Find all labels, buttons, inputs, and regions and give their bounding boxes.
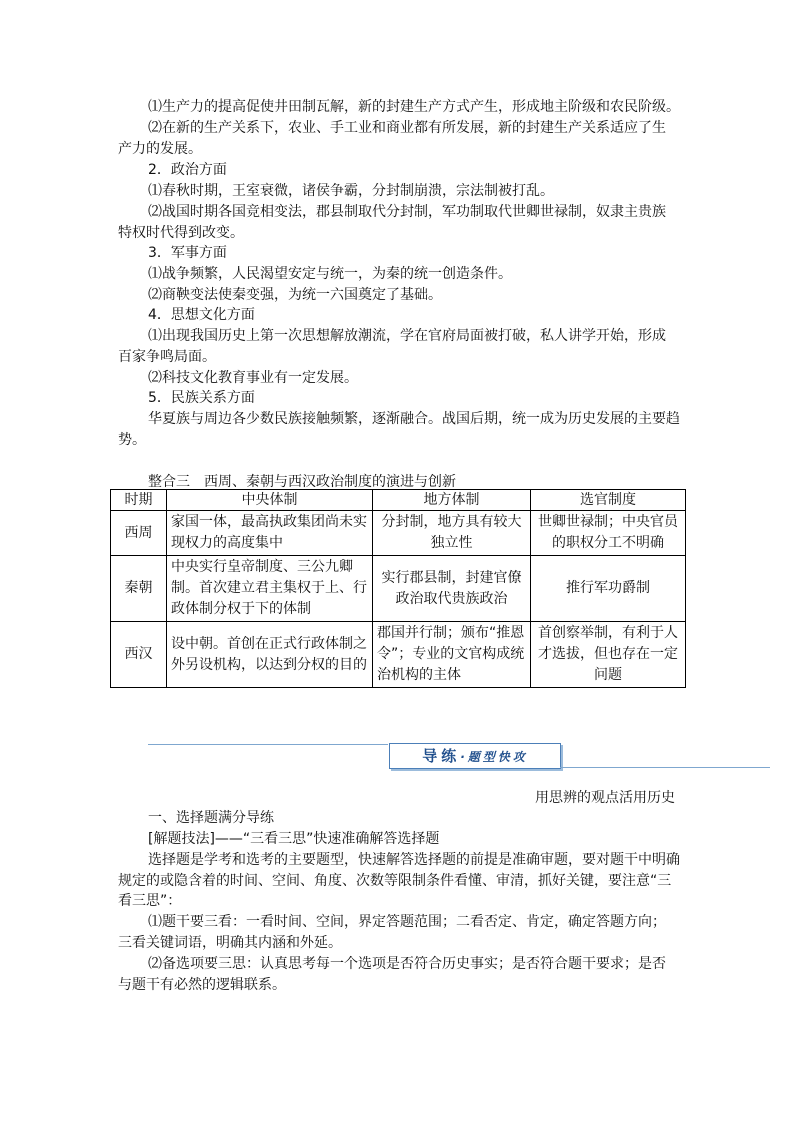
section-banner <box>389 743 561 769</box>
table-row <box>111 556 686 622</box>
paragraph-line: ⑴春秋时期，王室衰微，诸侯争霸，分封制崩溃，宗法制被打乱。 <box>148 183 554 199</box>
paragraph-line: ⑴题干要三看：一看时间、空间，界定答题范围；二看否定、肯定，确定答题方向； <box>148 914 666 930</box>
paragraph-line: 看三思”： <box>118 893 182 909</box>
table-cell: 实行郡县制，封建官僚政治取代贵族政治 <box>373 556 531 622</box>
section-heading: 4．思想文化方面 <box>148 307 255 323</box>
paragraph-line: ⑵备选项要三思：认真思考每一个选项是否符合历史事实；是否符合题干要求；是否 <box>148 956 666 972</box>
paragraph-line: 特权时代得到改变。 <box>118 225 244 241</box>
table-cell: 世卿世禄制；中央官员的职权分工不明确 <box>531 511 686 556</box>
comparison-table <box>110 489 686 688</box>
period-cell: 西汉 <box>111 622 167 688</box>
paragraph-line: 规定的或隐含着的时间、空间、角度、次数等限制条件看懂、审清，抓好关键，要注意“三 <box>118 873 672 889</box>
header-cell: 选官制度 <box>531 490 686 511</box>
table-row <box>111 622 686 688</box>
paragraph-line: 势。 <box>118 432 146 448</box>
section-heading: 一、选择题满分导练 <box>148 810 274 826</box>
header-cell: 时期 <box>111 490 167 511</box>
paragraph-line: 百家争鸣局面。 <box>118 349 216 365</box>
table-cell: 郡国并行制；颁布“推恩令”；专业的文官构成统治机构的主体 <box>373 622 531 688</box>
banner-sub-text: ·题型快攻 <box>460 750 528 764</box>
header-cell: 地方体制 <box>373 490 531 511</box>
header-cell: 中央体制 <box>167 490 373 511</box>
paragraph-line: ⑵科技文化教育事业有一定发展。 <box>148 370 358 386</box>
table-cell: 设中朝。首创在正式行政体制之外另设机构，以达到分权的目的 <box>167 622 373 688</box>
table-cell: 推行军功爵制 <box>531 556 686 622</box>
paragraph-line: ⑴出现我国历史上第一次思想解放潮流，学在官府局面被打破，私人讲学开始，形成 <box>148 328 666 344</box>
paragraph-line: ⑴战争频繁，人民渴望安定与统一，为秦的统一创造条件。 <box>148 266 512 282</box>
table-header-row <box>111 490 686 511</box>
paragraph-line: 三看关键词语，明确其内涵和外延。 <box>118 935 342 951</box>
paragraph-line: ⑵商鞅变法使秦变强，为统一六国奠定了基础。 <box>148 287 442 303</box>
banner-label <box>390 744 560 768</box>
section-heading: 2．政治方面 <box>148 162 227 178</box>
paragraph-line: 华夏族与周边各少数民族接触频繁，逐渐融合。战国后期，统一成为历史发展的主要趋 <box>148 411 680 427</box>
period-cell: 秦朝 <box>111 556 167 622</box>
paragraph-line: ⑴生产力的提高促使井田制瓦解，新的封建生产方式产生，形成地主阶级和农民阶级。 <box>148 99 680 115</box>
period-cell: 西周 <box>111 511 167 556</box>
table-cell: 家国一体，最高执政集团尚未实现权力的高度集中 <box>167 511 373 556</box>
table-row <box>111 511 686 556</box>
table-cell: 首创察举制，有利于人才选拔，但也存在一定问题 <box>531 622 686 688</box>
paragraph-line: ⑵战国时期各国竞相变法，郡县制取代分封制，军功制取代世卿世禄制，奴隶主贵族 <box>148 204 666 220</box>
paragraph-line: 选择题是学考和选考的主要题型，快速解答选择题的前提是准确审题，要对题干中明确 <box>148 852 680 868</box>
banner-divider-left <box>148 744 388 745</box>
technique-heading: [解题技法]——“三看三思”快速准确解答选择题 <box>148 831 440 847</box>
section-heading: 5．民族关系方面 <box>148 390 255 406</box>
table-cell: 中央实行皇帝制度、三公九卿制。首次建立君主集权于上、行政体制分权于下的体制 <box>167 556 373 622</box>
banner-divider-right <box>560 767 770 768</box>
table-cell: 分封制，地方具有较大独立性 <box>373 511 531 556</box>
paragraph-line: 与题干有必然的逻辑联系。 <box>118 977 286 993</box>
paragraph-line: 产力的发展。 <box>118 141 202 157</box>
section-heading: 3．军事方面 <box>148 245 227 261</box>
table-title: 整合三 西周、秦朝与西汉政治制度的演进与创新 <box>148 474 456 490</box>
paragraph-line: ⑵在新的生产关系下，农业、手工业和商业都有所发展，新的封建生产关系适应了生 <box>148 120 666 136</box>
banner-main-text: 导练 <box>422 747 461 765</box>
right-aligned-note: 用思辨的观点活用历史 <box>535 790 675 806</box>
